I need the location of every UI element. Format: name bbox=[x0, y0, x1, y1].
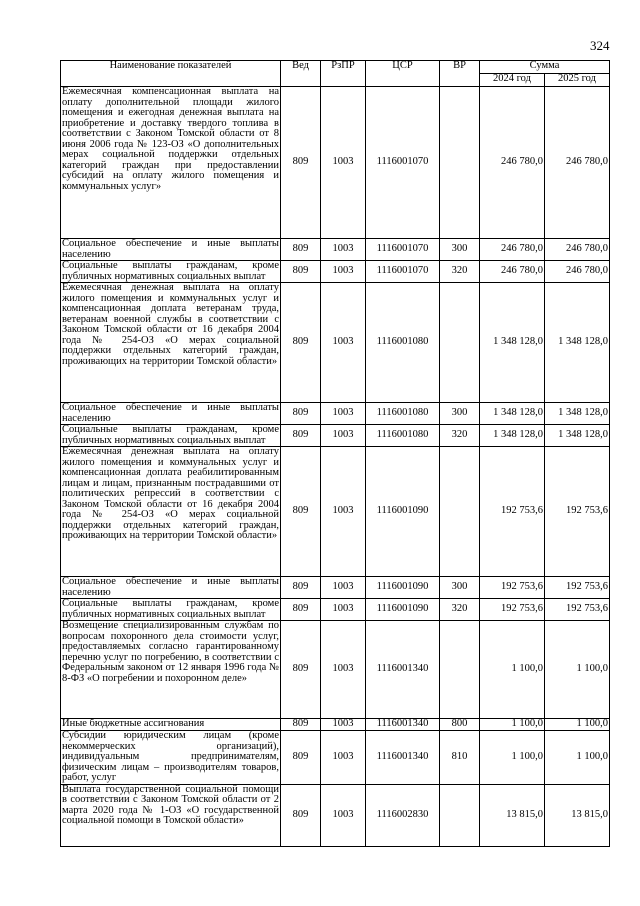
row-csr: 1116001090 bbox=[366, 599, 440, 621]
row-ved: 809 bbox=[281, 621, 321, 719]
row-rzpr: 1003 bbox=[321, 719, 366, 731]
row-value-2024: 1 348 128,0 bbox=[480, 425, 545, 447]
header-csr: ЦСР bbox=[366, 61, 440, 87]
row-csr: 1116001080 bbox=[366, 283, 440, 403]
row-name: Социальное обеспечение и иные выплаты населению bbox=[62, 238, 279, 260]
row-value-2025: 192 753,6 bbox=[545, 599, 610, 621]
row-value-2025: 1 348 128,0 bbox=[545, 403, 610, 425]
table-row bbox=[61, 425, 610, 447]
row-vr: 800 bbox=[440, 719, 480, 731]
header-2024: 2024 год bbox=[480, 74, 545, 87]
row-name: Социальные выплаты гражданам, кроме публичных нормативных социальных выплат bbox=[62, 598, 279, 620]
page-number: 324 bbox=[590, 38, 610, 53]
row-rzpr: 1003 bbox=[321, 425, 366, 447]
row-csr: 1116001080 bbox=[366, 403, 440, 425]
row-value-2025: 1 100,0 bbox=[545, 731, 610, 785]
row-value-2025: 1 100,0 bbox=[545, 621, 610, 719]
row-vr: 300 bbox=[440, 403, 480, 425]
row-name: Ежемесячная денежная выплата на оплату жилого помещения и коммунальных услуг и компенсационная доплата ветеранам труда, ветеранам военной службы в соответствии с Законом Томской области от 16 декабря 2004 года № 254-ОЗ «О мерах социальной поддержки отдельных категорий граждан, проживающих на территории Томской области» bbox=[61, 283, 281, 403]
row-value-2024: 1 100,0 bbox=[480, 719, 545, 731]
row-value-2025: 192 753,6 bbox=[545, 577, 610, 599]
budget-table bbox=[60, 60, 610, 847]
row-value-2024: 1 100,0 bbox=[480, 621, 545, 719]
table-row bbox=[61, 87, 610, 239]
row-csr: 1116001070 bbox=[366, 87, 440, 239]
row-name: Возмещение специализированным службам по вопросам похоронного дела стоимости услуг, предоставляемых согласно гарантированному перечню услуг по погребению, в соответствии с Федеральным законом от 12 января 1996 года № 8-ФЗ «О погребении и похоронном деле» bbox=[61, 621, 281, 719]
row-name: Субсидии юридическим лицам (кроме некоммерческих организаций), индивидуальным предпринимателям, физическим лицам – производителям товаров, работ, услуг bbox=[62, 730, 279, 783]
row-name: Социальные выплаты гражданам, кроме публичных нормативных социальных выплат bbox=[62, 424, 279, 446]
table-row bbox=[61, 447, 610, 577]
row-ved: 809 bbox=[281, 719, 321, 731]
row-csr: 1116001090 bbox=[366, 577, 440, 599]
header-rzpr: РзПР bbox=[321, 61, 366, 87]
row-value-2024: 1 100,0 bbox=[480, 731, 545, 785]
row-rzpr: 1003 bbox=[321, 577, 366, 599]
row-ved: 809 bbox=[281, 283, 321, 403]
row-csr: 1116001070 bbox=[366, 261, 440, 283]
row-name: Выплата государственной социальной помощи в соответствии с Законом Томской области от 2 марта 2020 года № 1-ОЗ «О государственной социальной помощи в Томской области» bbox=[61, 784, 281, 846]
row-name: Ежемесячная компенсационная выплата на оплату дополнительной площади жилого помещения и ежегодная денежная выплата на приобретение и доставку твердого топлива в соответствии с Законом Томской области от 8 июня 2006 года № 123-ОЗ «О дополнительных мерах социальной поддержки отдельных категорий граждан при предоставлении субсидий на оплату жилого помещения и коммунальных услуг» bbox=[61, 87, 281, 239]
row-ved: 809 bbox=[281, 447, 321, 577]
row-ved: 809 bbox=[281, 261, 321, 283]
row-vr bbox=[440, 621, 480, 719]
row-value-2025: 1 100,0 bbox=[545, 719, 610, 731]
row-name: Ежемесячная денежная выплата на оплату жилого помещения и коммунальных услуг и компенсационная доплата реабилитированным лицам и лицам, признанным пострадавшими от политических репрессий в соответствии с Законом Томской области от 16 декабря 2004 года № 254-ОЗ «О мерах социальной поддержки отдельных категорий граждан, проживающих на территории Томской области» bbox=[61, 447, 281, 577]
row-csr: 1116001070 bbox=[366, 239, 440, 261]
row-vr: 320 bbox=[440, 425, 480, 447]
row-vr bbox=[440, 447, 480, 577]
row-value-2024: 246 780,0 bbox=[480, 239, 545, 261]
row-ved: 809 bbox=[281, 425, 321, 447]
row-ved: 809 bbox=[281, 403, 321, 425]
table-row bbox=[61, 719, 610, 731]
row-vr: 300 bbox=[440, 239, 480, 261]
row-value-2025: 13 815,0 bbox=[545, 784, 610, 846]
header-ved: Вед bbox=[281, 61, 321, 87]
table-row bbox=[61, 577, 610, 599]
row-name: Иные бюджетные ассигнования bbox=[61, 719, 281, 731]
row-value-2025: 246 780,0 bbox=[545, 261, 610, 283]
row-rzpr: 1003 bbox=[321, 599, 366, 621]
table-row bbox=[61, 403, 610, 425]
row-rzpr: 1003 bbox=[321, 283, 366, 403]
table-row bbox=[61, 261, 610, 283]
row-name: Социальные выплаты гражданам, кроме публичных нормативных социальных выплат bbox=[62, 260, 279, 282]
row-rzpr: 1003 bbox=[321, 447, 366, 577]
row-ved: 809 bbox=[281, 599, 321, 621]
header-2025: 2025 год bbox=[545, 74, 610, 87]
row-value-2024: 192 753,6 bbox=[480, 599, 545, 621]
row-name: Социальное обеспечение и иные выплаты населению bbox=[62, 576, 279, 598]
row-value-2024: 192 753,6 bbox=[480, 447, 545, 577]
row-rzpr: 1003 bbox=[321, 731, 366, 785]
row-vr bbox=[440, 87, 480, 239]
row-value-2024: 1 348 128,0 bbox=[480, 403, 545, 425]
table-row bbox=[61, 599, 610, 621]
row-vr bbox=[440, 784, 480, 846]
table-row bbox=[61, 784, 610, 846]
row-vr bbox=[440, 283, 480, 403]
row-ved: 809 bbox=[281, 239, 321, 261]
header-name: Наименование показателей bbox=[61, 61, 281, 87]
row-value-2025: 246 780,0 bbox=[545, 87, 610, 239]
row-csr: 1116001340 bbox=[366, 719, 440, 731]
table-row bbox=[61, 239, 610, 261]
row-value-2024: 13 815,0 bbox=[480, 784, 545, 846]
row-rzpr: 1003 bbox=[321, 261, 366, 283]
row-vr: 320 bbox=[440, 261, 480, 283]
header-vr: ВР bbox=[440, 61, 480, 87]
row-csr: 1116001080 bbox=[366, 425, 440, 447]
row-rzpr: 1003 bbox=[321, 621, 366, 719]
table-row bbox=[61, 283, 610, 403]
row-value-2024: 246 780,0 bbox=[480, 87, 545, 239]
row-vr: 810 bbox=[440, 731, 480, 785]
row-rzpr: 1003 bbox=[321, 784, 366, 846]
row-rzpr: 1003 bbox=[321, 239, 366, 261]
table-row bbox=[61, 731, 610, 785]
row-csr: 1116001340 bbox=[366, 731, 440, 785]
row-name: Социальное обеспечение и иные выплаты населению bbox=[62, 402, 279, 424]
row-value-2024: 1 348 128,0 bbox=[480, 283, 545, 403]
row-ved: 809 bbox=[281, 577, 321, 599]
row-value-2025: 246 780,0 bbox=[545, 239, 610, 261]
row-value-2024: 192 753,6 bbox=[480, 577, 545, 599]
row-rzpr: 1003 bbox=[321, 403, 366, 425]
row-csr: 1116002830 bbox=[366, 784, 440, 846]
row-value-2024: 246 780,0 bbox=[480, 261, 545, 283]
header-sum: Сумма bbox=[480, 61, 610, 74]
row-csr: 1116001340 bbox=[366, 621, 440, 719]
table-row bbox=[61, 621, 610, 719]
row-ved: 809 bbox=[281, 784, 321, 846]
row-vr: 320 bbox=[440, 599, 480, 621]
row-value-2025: 1 348 128,0 bbox=[545, 425, 610, 447]
row-rzpr: 1003 bbox=[321, 87, 366, 239]
row-ved: 809 bbox=[281, 87, 321, 239]
row-value-2025: 1 348 128,0 bbox=[545, 283, 610, 403]
row-ved: 809 bbox=[281, 731, 321, 785]
row-csr: 1116001090 bbox=[366, 447, 440, 577]
row-value-2025: 192 753,6 bbox=[545, 447, 610, 577]
row-vr: 300 bbox=[440, 577, 480, 599]
